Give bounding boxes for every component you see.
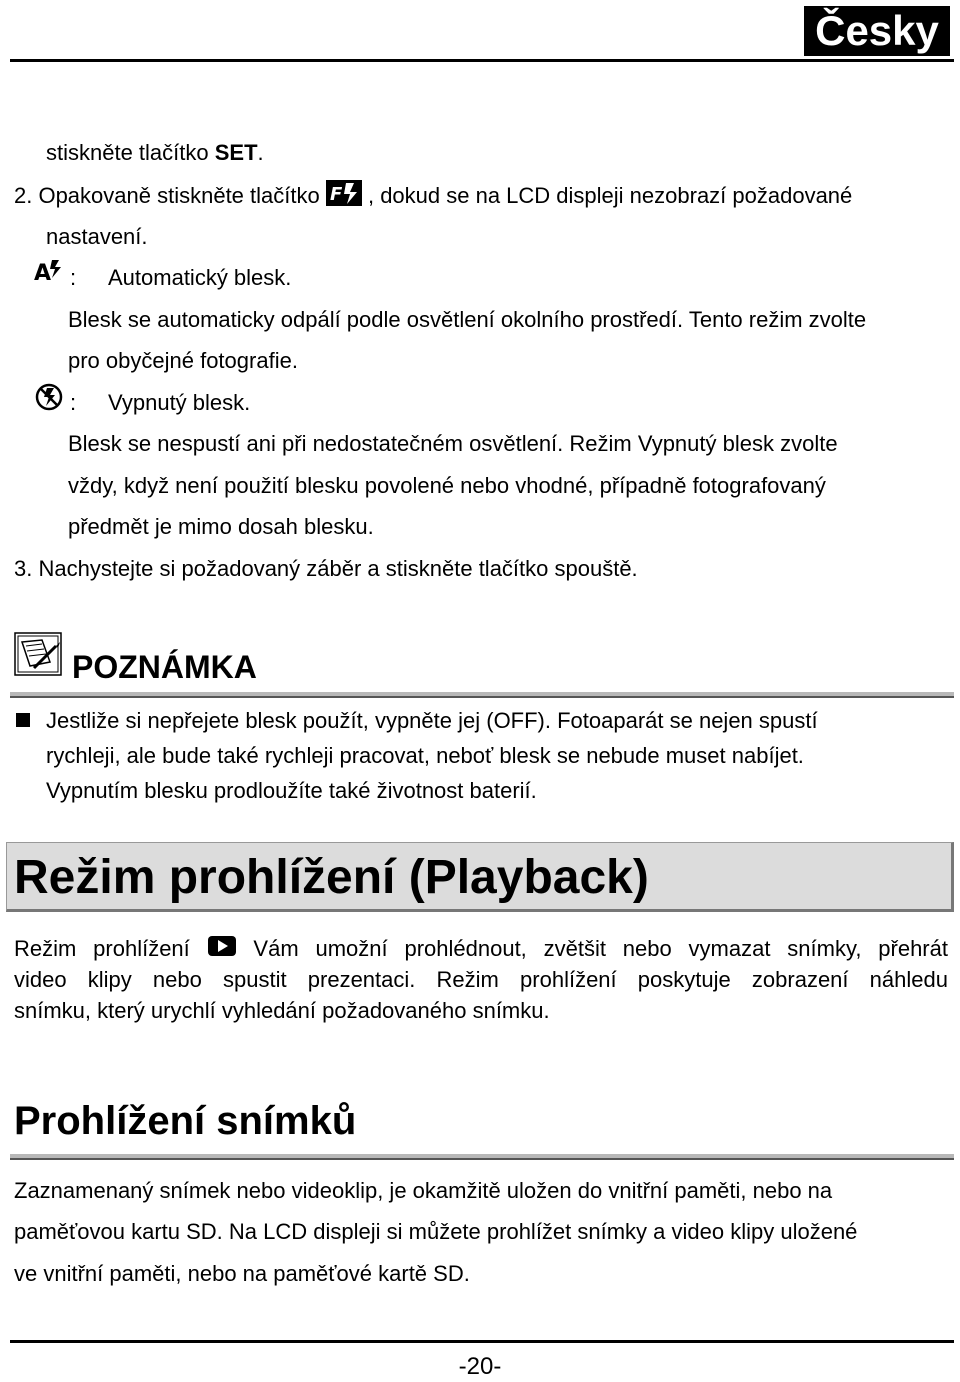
auto-flash-label: Automatický blesk. bbox=[108, 265, 292, 290]
svg-text:F: F bbox=[329, 184, 343, 205]
note-rule bbox=[10, 692, 954, 698]
flash-off-icon bbox=[35, 383, 63, 416]
flash-off-desc-3: předmět je mimo dosah blesku. bbox=[68, 514, 374, 539]
viewing-line-1: Zaznamenaný snímek nebo videoklip, je okamžitě uložen do vnitřní paměti, nebo na bbox=[14, 1178, 833, 1203]
viewing-rule bbox=[10, 1154, 954, 1160]
playback-line-3: snímku, který urychlí vyhledání požadovaného snímku. bbox=[14, 998, 550, 1023]
set-line bbox=[46, 138, 264, 168]
flash-button-icon bbox=[326, 180, 362, 214]
auto-flash-colon: : bbox=[70, 265, 77, 290]
header-rule bbox=[10, 59, 954, 62]
note-line-2: rychleji, ale bude také rychleji pracovat, neboť blesk se nebude muset nabíjet. bbox=[46, 743, 804, 768]
note-icon bbox=[14, 632, 64, 683]
set-line-prefix: stiskněte tlačítko bbox=[46, 140, 215, 165]
section-title-playback: Režim prohlížení (Playback) bbox=[14, 851, 649, 904]
flash-off-colon: : bbox=[70, 390, 77, 415]
set-line-suffix: . bbox=[257, 140, 264, 165]
svg-text:A: A bbox=[34, 261, 52, 284]
bullet-square bbox=[16, 713, 30, 727]
note-line-3: Vypnutím blesku prodloužíte také životnost baterií. bbox=[46, 778, 537, 803]
viewing-line-3: ve vnitřní paměti, nebo na paměťové kartě SD. bbox=[14, 1261, 470, 1286]
playback-line-2: video klipy nebo spustit prezentaci. Režim prohlížení poskytuje zobrazení náhledu bbox=[14, 967, 948, 992]
note-title: POZNÁMKA bbox=[72, 649, 257, 685]
note-line-1: Jestliže si nepřejete blesk použít, vypněte jej (OFF). Fotoaparát se nejen spustí bbox=[46, 708, 818, 733]
auto-flash-icon bbox=[34, 258, 62, 289]
flash-off-desc-1: Blesk se nespustí ani při nedostatečném osvětlení. Režim Vypnutý blesk zvolte bbox=[68, 431, 838, 456]
playback-line-1-suffix: Vám umožní prohlédnout, zvětšit nebo vymazat snímky, přehrát bbox=[236, 936, 948, 961]
section-title-viewing: Prohlížení snímků bbox=[14, 1099, 357, 1143]
page-number: -20- bbox=[458, 1353, 502, 1380]
playback-line-1-prefix: Režim prohlížení bbox=[14, 936, 207, 961]
viewing-line-2: paměťovou kartu SD. Na LCD displeji si můžete prohlížet snímky a video klipy uložené bbox=[14, 1219, 858, 1244]
auto-flash-desc-1: Blesk se automaticky odpálí podle osvětlení okolního prostředí. Tento režim zvolte bbox=[68, 307, 867, 332]
step-2-line bbox=[14, 180, 852, 214]
language-badge: Česky bbox=[804, 6, 950, 56]
playback-mode-icon bbox=[207, 935, 237, 965]
step-2-continuation: nastavení. bbox=[46, 224, 148, 249]
step-2-suffix: , dokud se na LCD displeji nezobrazí požadované bbox=[367, 182, 853, 208]
footer-rule bbox=[10, 1340, 954, 1343]
flash-off-desc-2: vždy, když není použití blesku povolené nebo vhodné, případně fotografovaný bbox=[68, 473, 826, 498]
playback-line-1 bbox=[14, 934, 948, 965]
set-button-name: SET bbox=[214, 140, 258, 165]
step-2-prefix: 2. Opakovaně stiskněte tlačítko bbox=[14, 182, 326, 208]
auto-flash-desc-2: pro obyčejné fotografie. bbox=[68, 348, 298, 373]
step-3-line: 3. Nachystejte si požadovaný záběr a stiskněte tlačítko spouště. bbox=[14, 556, 638, 581]
flash-off-label: Vypnutý blesk. bbox=[108, 390, 251, 415]
